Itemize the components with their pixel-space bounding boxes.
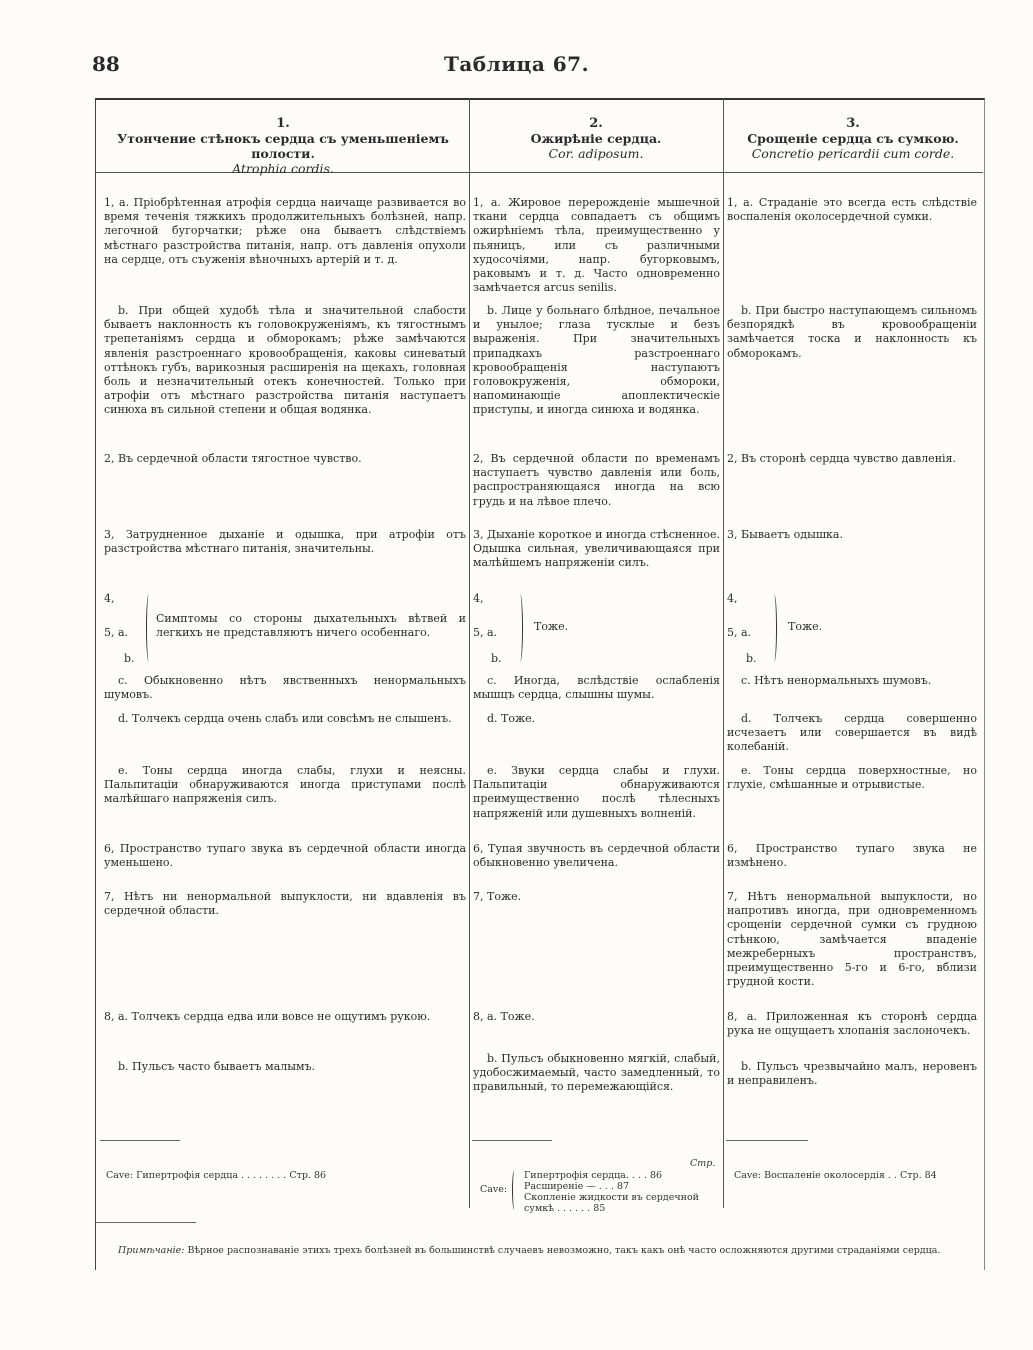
col3-cross-reference: Cave: Воспаленіе околосердія . . Стр. 84 <box>734 1170 937 1181</box>
col1-row1b: b. При общей худобѣ тѣла и значительной слабости бываетъ наклонность къ головокруженіямъ, къ тягостнымъ трепетаніямъ сердца и обморокамъ; рѣже замѣчаются явленія разстроеннаго кровообращенія, каковы синеватый оттѣнокъ губъ, варикозныя расширенія на щекахъ, головная боль и незначительный отекъ конечностей. Только при атрофіи отъ мѣстнаго разстройства питанія наступаетъ синюха въ сильной степени и общая водянка. <box>104 304 466 417</box>
footnote-label: Примѣчаніе: <box>118 1245 185 1256</box>
column-latin: Cor. adiposum. <box>548 146 644 161</box>
col1-row4-label: 4, <box>104 592 115 605</box>
col2-row7: 7, Тоже. <box>473 890 522 903</box>
col3-row1b: b. При быстро наступающемъ сильномъ безпорядкѣ въ кровообращеніи замѣчается тоска и наклонность къ обморокамъ. <box>727 304 977 360</box>
col1-row5d: d. Толчекъ сердца очень слабъ или совсѣмъ не слышенъ. <box>118 712 452 725</box>
col3-row4-label: 4, <box>727 592 738 605</box>
col3-brace <box>770 594 777 662</box>
col2-row4-label: 4, <box>473 592 484 605</box>
column-title: Утончение стѣнокъ сердца съ уменьшеніемъ полости. <box>117 131 449 161</box>
col2-row1b: b. Лице у больнаго блѣдное, печальное и унылое; глаза тусклые и безъ выраженія. При значительныхъ припадкахъ разстроеннаго кровообращенія наступаютъ головокруженія, обмороки, напоминающіе апоплектическіе приступы, и иногда синюха и водянка. <box>473 304 720 417</box>
column-number: 1. <box>276 116 290 131</box>
col2-row6: 6, Тупая звучность въ сердечной области обыкновенно увеличена. <box>473 842 720 870</box>
col2-ref-line-3: Скопленіе жидкости въ сердечной сумкѣ . . . . . . 85 <box>524 1192 700 1214</box>
column-header-3 <box>727 116 979 161</box>
col3-ref-rule <box>726 1140 808 1141</box>
col2-row1a: 1, а. Жировое перерожденіе мышечной ткани сердца совпадаетъ съ общимъ ожирѣніемъ тѣла, преимущественно у пьяницъ, или съ различными худосочіями, напр. бугорковымъ, раковымъ и т. д. Часто одновременно замѣчается arcus senilis. <box>473 196 720 295</box>
col2-brace <box>516 594 523 662</box>
col2-ref-rule <box>472 1140 552 1141</box>
col1-cross-reference: Cave: Гипертрофія сердца . . . . . . . . Стр. 86 <box>106 1170 327 1181</box>
page-title: Таблица 67. <box>443 52 590 76</box>
column-number: 2. <box>589 116 603 131</box>
col2-row8b: b. Пульсъ обыкновенно мягкій, слабый, удобосжимаемый, часто замедленный, то правильный, то перемежающійся. <box>473 1052 720 1094</box>
col2-ref-line-2: Расширеніе — . . . 87 <box>524 1181 629 1192</box>
col1-row1a: 1, а. Пріобрѣтенная атрофія сердца наичаще развивается во время теченія тяжкихъ продолжительныхъ болѣзней, напр. легочной бугорчатки; рѣже она бываетъ слѣдствіемъ мѣстнаго разстройства питанія, напр. отъ давленія опухоли на сердце, отъ съуженія вѣночныхъ артерій и т. д. <box>104 196 466 266</box>
col2-row3: 3, Дыханіе короткое и иногда стѣсненное. Одышка сильная, увеличивающаяся при малѣйшемъ напряженіи силъ. <box>473 528 720 570</box>
column-title: Ожирѣніе сердца. <box>530 131 662 146</box>
col3-row7: 7, Нѣтъ ненормальной выпуклости, но напротивъ иногда, при одновременномъ срощеніи сердечной сумки съ грудною стѣнкою, замѣчается впаденіе межреберныхъ пространствъ, преимущественно 5-го и 6-го, вблизи грудной кости. <box>727 890 977 989</box>
col3-row5e: e. Тоны сердца поверхностные, но глухіе, смѣшанные и отрывистые. <box>727 764 977 792</box>
col2-row5d: d. Тоже. <box>487 712 536 725</box>
col3-row2: 2, Въ сторонѣ сердца чувство давленія. <box>727 452 956 465</box>
col1-row4: Симптомы со стороны дыхательныхъ вѣтвей и легкихъ не представляютъ ничего особеннаго. <box>156 612 466 640</box>
col3-row5a-label: 5, а. <box>727 626 752 639</box>
footnote-text: Вѣрное распознаваніе этихъ трехъ болѣзней въ большинствѣ случаевъ невозможно, такъ какъ онѣ часто осложняются другими страданіями сердца. <box>187 1245 941 1256</box>
page-number: 88 <box>92 52 120 76</box>
col3-row6: 6, Пространство тупаго звука не измѣнено. <box>727 842 977 870</box>
col1-row5b-label: b. <box>124 652 135 665</box>
col2-row2: 2, Въ сердечной области по временамъ наступаетъ чувство давленія или боль, распространяющаяся иногда на всю грудь и на лѣвое плечо. <box>473 452 720 508</box>
col3-row4: Тоже. <box>788 620 823 633</box>
column-header-2 <box>472 116 720 161</box>
col1-row8b: b. Пульсъ часто бываетъ малымъ. <box>118 1060 316 1073</box>
col3-row8b: b. Пульсъ чрезвычайно малъ, неровенъ и неправиленъ. <box>727 1060 977 1088</box>
col2-ref-head: Стр. <box>690 1158 716 1169</box>
col1-row5a-label: 5, а. <box>104 626 129 639</box>
col3-row5c: c. Нѣтъ ненормальныхъ шумовъ. <box>741 674 932 687</box>
column-divider-2 <box>723 98 724 1208</box>
column-header-1 <box>100 116 466 176</box>
col1-row6: 6, Пространство тупаго звука въ сердечной области иногда уменьшено. <box>104 842 466 870</box>
column-latin: Concretio pericardii cum corde. <box>751 146 955 161</box>
col1-row3: 3, Затрудненное дыханіе и одышка, при атрофіи отъ разстройства мѣстнаго питанія, значительны. <box>104 528 466 556</box>
col1-brace <box>146 594 153 662</box>
note-rule <box>96 1222 196 1223</box>
col1-row5e: e. Тоны сердца иногда слабы, глухи и неясны. Пальпитаціи обнаруживаются иногда приступами послѣ малѣйшаго напряженія силъ. <box>104 764 466 806</box>
col2-row4: Тоже. <box>534 620 569 633</box>
column-divider-1 <box>469 98 470 1208</box>
column-latin: Atrophia cordis. <box>232 161 334 176</box>
col3-row1a: 1, а. Страданіе это всегда есть слѣдствіе воспаленія околосердечной сумки. <box>727 196 977 224</box>
column-number: 3. <box>846 116 860 131</box>
col2-ref-brace <box>512 1170 518 1210</box>
col3-row5d: d. Толчекъ сердца совершенно исчезаетъ или совершается въ видѣ колебаній. <box>727 712 977 754</box>
col1-row2: 2, Въ сердечной области тягостное чувство. <box>104 452 362 465</box>
col2-row5c: c. Иногда, вслѣдствіе ослабленія мышцъ сердца, слышны шумы. <box>473 674 720 702</box>
col2-row8a: 8, а. Тоже. <box>473 1010 535 1023</box>
col3-row3: 3, Бываетъ одышка. <box>727 528 843 541</box>
col1-row7: 7, Нѣтъ ни ненормальной выпуклости, ни вдавленія въ сердечной области. <box>104 890 466 918</box>
col2-row5e: e. Звуки сердца слабы и глухи. Пальпитаціи обнаруживаются преимущественно послѣ тѣлесныхъ напряженій или душевныхъ волненій. <box>473 764 720 820</box>
col2-row5b-label: b. <box>491 652 502 665</box>
col1-row5c: c. Обыкновенно нѣтъ явственныхъ ненормальныхъ шумовъ. <box>104 674 466 702</box>
column-title: Срощеніе сердца съ сумкою. <box>747 131 959 146</box>
col2-ref-cave: Cave: <box>480 1184 508 1195</box>
col1-row8a: 8, а. Толчекъ сердца едва или вовсе не ощутимъ рукою. <box>104 1010 431 1023</box>
col3-row8a: 8, а. Приложенная къ сторонѣ сердца рука не ощущаетъ хлопанія заслоночекъ. <box>727 1010 977 1038</box>
footnote <box>118 1245 978 1257</box>
col2-ref-line-1: Гипертрофія сердца. . . . 86 <box>524 1170 663 1181</box>
col3-row5b-label: b. <box>746 652 757 665</box>
col2-row5a-label: 5, а. <box>473 626 498 639</box>
col1-ref-rule <box>100 1140 180 1141</box>
